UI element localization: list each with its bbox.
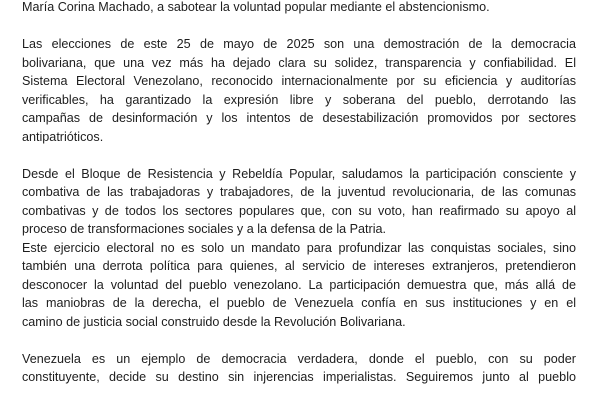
text-line: Venezuela es un ejemplo de democracia verdadera, donde el pueblo, con su poder — [22, 351, 576, 366]
text-line: Sistema Electoral Venezolano, reconocido internacionalmente por su eficiencia y auditorías — [22, 74, 576, 88]
paragraph-2 — [22, 165, 576, 239]
text-line: Las elecciones de este 25 de mayo de 2025 son una demostración de la democracia — [22, 37, 576, 51]
text-line: también una derrota política para quienes, al servicio de intereses extranjeros, pretendieron — [22, 259, 576, 273]
text-line: combativa de las trabajadoras y trabajadores, de la juventud revolucionaria, de las comunas — [22, 185, 576, 199]
text-line: proceso de transformaciones sociales y a la defensa de la Patria. — [22, 222, 387, 236]
paragraph-0 — [22, 0, 576, 17]
text-line: Este ejercicio electoral no es solo un mandato para profundizar las conquistas sociales, sino — [22, 240, 576, 255]
paragraph-3 — [22, 239, 576, 332]
text-line: antipatrióticos. — [22, 129, 104, 144]
text-line: Desde el Bloque de Resistencia y Rebeldía Popular, saludamos la participación consciente y — [22, 166, 576, 181]
text-line: las maniobras de la derecha, el pueblo de Venezuela confía en sus instituciones y en el — [22, 296, 576, 310]
text-line: combativas y de todos los sectores populares que, con su voto, han reafirmado su apoyo al — [22, 203, 576, 218]
document-body — [22, 0, 576, 387]
text-line: constituyente, decide su destino sin injerencias imperialistas. Seguiremos junto al pueblo — [22, 370, 576, 384]
paragraph-4 — [22, 350, 576, 387]
paragraph-1 — [22, 35, 576, 146]
text-line: María Corina Machado, a sabotear la voluntad popular mediante el abstencionismo. — [22, 0, 490, 14]
text-line: camino de justicia social construido desde la Revolución Bolivariana. — [22, 314, 406, 329]
text-line: bolivariana, que una vez más ha dejado clara su solidez, transparencia y confiabilidad. El — [22, 55, 576, 70]
text-line: campañas de desinformación y los intentos de desestabilización promovidos por sectores — [22, 111, 576, 125]
text-line: desconocer la voluntad del pueblo venezolano. La participación demuestra que, más allá de — [22, 277, 576, 292]
text-line: verificables, ha garantizado la expresión libre y soberana del pueblo, derrotando las — [22, 92, 576, 107]
